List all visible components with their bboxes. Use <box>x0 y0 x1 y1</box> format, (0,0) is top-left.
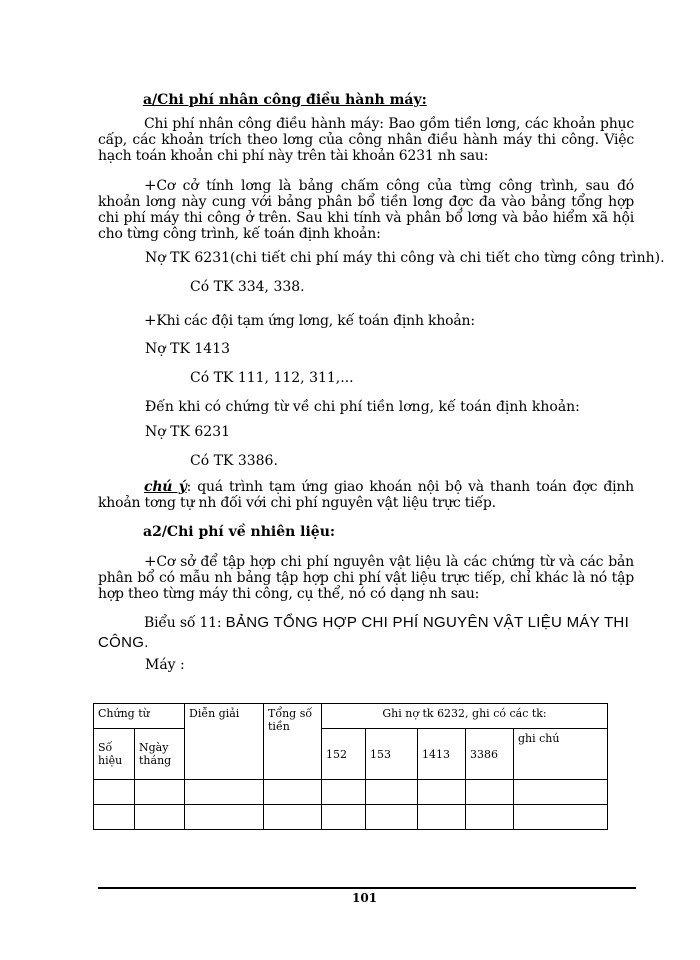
machine-label: Máy : <box>145 657 185 673</box>
table-cell <box>466 805 514 830</box>
table-cell <box>322 805 366 830</box>
table-cell <box>185 780 264 805</box>
plus-marker: + <box>144 176 157 194</box>
journal-credit-111-112-311: Có TK 111, 112, 311,... <box>190 370 354 386</box>
table-cell <box>94 805 135 830</box>
header-number: Số hiệu <box>94 729 135 780</box>
paragraph-wage-basis <box>98 177 634 242</box>
journal-credit-3386: Có TK 3386. <box>190 453 278 469</box>
header-description: Diễn giải <box>185 704 264 780</box>
journal-debit-1413: Nợ TK 1413 <box>145 341 231 357</box>
header-total-amount: Tổng số tiền <box>264 704 322 780</box>
header-voucher: Chứng từ <box>94 704 185 729</box>
paragraph-advance <box>144 312 475 329</box>
table-cell <box>94 780 135 805</box>
header-account-153: 153 <box>366 729 418 780</box>
paragraph-text: Cơ cở tính lơng là bảng chấm công của từng công trình, sau đó khoản lơng này cung với bảng phân bổ tiền lơng đợc đa vào bảng tổng hợp chi phí máy thi công ở trên. Sau khi tính và phân bổ lơng và bảo hiểm xã hội cho từng công trình, kế toán định khoản: <box>98 178 634 242</box>
table-cell <box>514 780 608 805</box>
section-heading-a1: a/Chi phí nhân công điều hành máy: <box>143 92 427 108</box>
page-number: 101 <box>352 891 378 905</box>
paragraph-voucher: Đến khi có chứng từ về chi phí tiền lơng, kế toán định khoản: <box>145 399 580 415</box>
table-cell <box>264 780 322 805</box>
plus-marker: + <box>144 311 157 329</box>
table-row <box>94 805 608 830</box>
header-debit-credit: Ghi nợ tk 6232, ghi có các tk: <box>322 704 608 729</box>
paragraph-text: quá trình tạm ứng giao khoán nội bộ và thanh toán đợc định khoản tơng tự nh đối với chi phí nguyên vật liệu trực tiếp. <box>98 479 634 511</box>
paragraph-labor-cost <box>98 116 634 164</box>
header-account-152: 152 <box>322 729 366 780</box>
paragraph-note <box>98 479 634 511</box>
plus-marker: + <box>144 552 157 570</box>
header-date: Ngày tháng <box>135 729 185 780</box>
table-cell <box>418 805 466 830</box>
note-colon: : <box>186 479 192 495</box>
table-cell <box>322 780 366 805</box>
note-label: chú ý <box>144 479 187 495</box>
footer-rule <box>98 887 636 889</box>
table-cell <box>185 805 264 830</box>
header-account-1413: 1413 <box>418 729 466 780</box>
table-cell <box>264 805 322 830</box>
table-cell <box>514 805 608 830</box>
form-title: BẢNG TỔNG HỢP CHI PHÍ NGUYÊN VẬT LIỆU MÁY THI CÔNG. <box>98 614 630 651</box>
header-note: ghi chú <box>514 729 608 780</box>
table-cell <box>135 780 185 805</box>
paragraph-text: Chi phí nhân công điều hành máy: Bao gồm tiền lơng, các khoản phục cấp, các khoản trích theo lơng của công nhân điều hành máy thi công. Việc hạch toán khoản chi phí này trên tài khoản 6231 nh sau: <box>98 116 634 164</box>
table-cell <box>135 805 185 830</box>
table-cell <box>366 780 418 805</box>
journal-debit-6231-detail: Nợ TK 6231(chi tiết chi phí máy thi công và chi tiết cho từng công trình). <box>145 250 665 266</box>
table-row <box>94 780 608 805</box>
paragraph-text: Khi các đội tạm ứng lơng, kế toán định khoản: <box>156 313 475 329</box>
journal-debit-6231: Nợ TK 6231 <box>145 424 231 440</box>
section-heading-a2: a2/Chi phí về nhiên liệu: <box>143 524 336 540</box>
table-cell <box>466 780 514 805</box>
paragraph-fuel-basis <box>98 553 634 602</box>
paragraph-text: Cơ sở để tập hợp chi phí nguyên vật liệu là các chứng từ và các bản phân bổ có mẫu nh bảng tập hợp chi phí vật liệu trực tiếp, chỉ khác là nó tập hợp theo từng máy thi công, cụ thể, nó có dạng nh sau: <box>98 554 634 602</box>
table-cell <box>418 780 466 805</box>
form-caption <box>98 613 634 653</box>
table-cell <box>366 805 418 830</box>
fuel-cost-table <box>93 703 608 830</box>
journal-credit-334-338: Có TK 334, 338. <box>190 279 305 295</box>
form-prefix: Biểu số 11: <box>144 615 226 631</box>
header-account-3386: 3386 <box>466 729 514 780</box>
